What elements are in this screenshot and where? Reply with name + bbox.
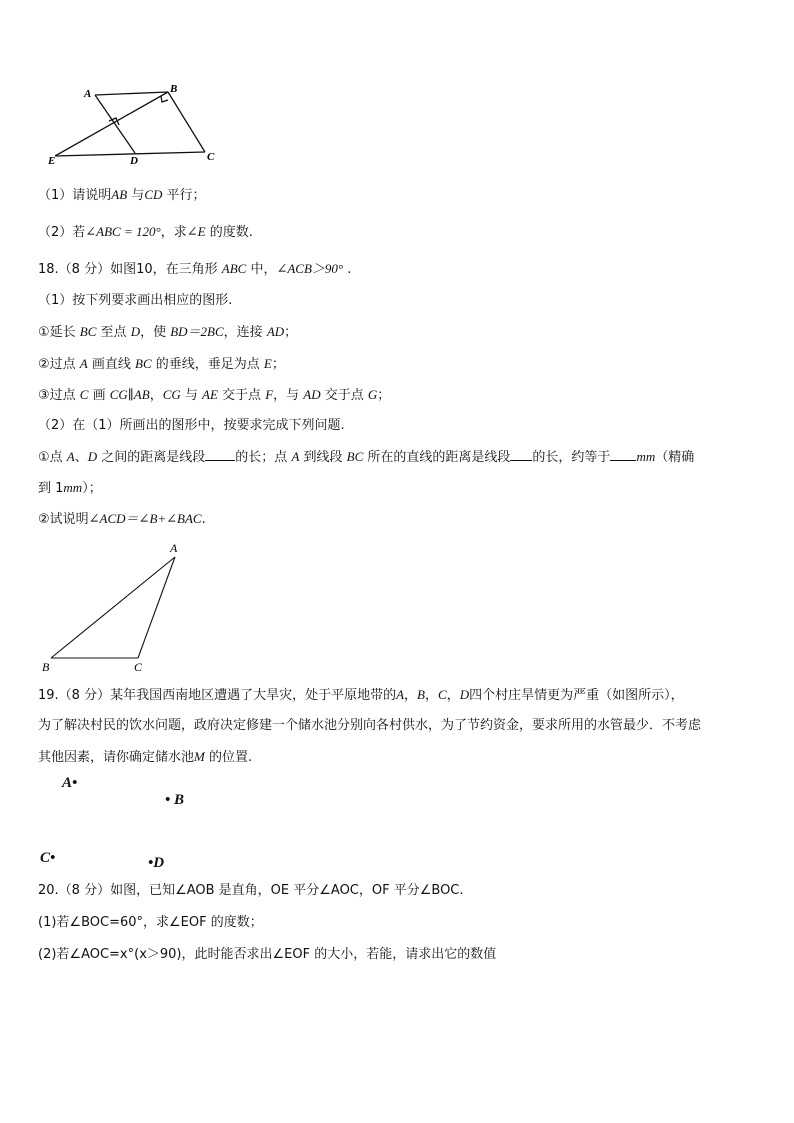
- q18-question1: ①点 A、D 之间的距离是线段 的长；点 A 到线段 BC 所在的直线的距离是线段 的长，约等于 mm（精确: [38, 449, 695, 465]
- q18-step1: ①延长 BC 至点 D，使 BD＝2BC，连接 AD；: [38, 324, 298, 340]
- label-a: A: [84, 88, 92, 100]
- q17-part2: （2）若∠ABC = 120°，求∠E 的度数.: [38, 224, 253, 240]
- point-dot: •: [165, 792, 171, 808]
- village-point-d: •D: [148, 855, 165, 871]
- figure-18-triangle: [36, 540, 196, 675]
- q19-line3: 其他因素，请你确定储水池M 的位置.: [38, 749, 253, 765]
- village-point-c: C•: [40, 850, 56, 866]
- q18-question2: ②试说明∠ACD＝∠B+∠BAC.: [38, 511, 206, 527]
- label-e: E: [48, 155, 56, 167]
- q20-part1: (1)若∠BOC=60°，求∠EOF 的度数；: [38, 915, 263, 930]
- answer-blank-3: [610, 460, 636, 461]
- point-dot: •: [148, 855, 154, 871]
- segment-ab: [95, 92, 168, 95]
- q18-part2-heading: （2）在（1）所画出的图形中，按要求完成下列问题.: [38, 418, 345, 433]
- q18-step2: ②过点 A 画直线 BC 的垂线，垂足为点 E；: [38, 356, 285, 372]
- village-point-a: A•: [62, 775, 78, 791]
- segment-ad: [95, 95, 135, 153]
- q17-part1: （1）请说明AB 与CD 平行；: [38, 187, 206, 203]
- q18-question1-cont: 到 1mm）；: [38, 480, 102, 496]
- q20-part2: (2)若∠AOC=x°(x＞90)，此时能否求出∠EOF 的大小，若能，请求出它的数值: [38, 947, 497, 962]
- label-b: B: [42, 660, 50, 674]
- answer-blank-2: [510, 460, 532, 461]
- label-b: B: [170, 83, 178, 95]
- segment-eb: [55, 92, 168, 156]
- figure-17-parallelogram: [40, 80, 230, 172]
- point-dot: •: [50, 850, 56, 866]
- village-point-b: • B: [165, 792, 185, 808]
- q20-title: 20.（8 分）如图，已知∠AOB 是直角，OE 平分∠AOC，OF 平分∠BOC.: [38, 883, 464, 898]
- label-d: D: [130, 155, 138, 167]
- segment-bc: [168, 92, 205, 152]
- answer-blank-1: [205, 460, 235, 461]
- label-a: A: [170, 541, 178, 555]
- point-dot: •: [72, 775, 78, 791]
- q18-step3: ③过点 C 画 CG∥AB，CG 与 AE 交于点 F，与 AD 交于点 G；: [38, 387, 391, 403]
- q18-title: 18.（8 分）如图10，在三角形 ABC 中，∠ACB＞90° .: [38, 261, 352, 277]
- q19-line1: 19.（8 分）某年我国西南地区遭遇了大旱灾，处于平原地带的A，B，C，D四个村庄旱情更为严重（如图所示），: [38, 687, 684, 703]
- label-c: C: [134, 660, 143, 674]
- right-angle-mark-2: [161, 96, 168, 102]
- q18-part1-heading: （1）按下列要求画出相应的图形.: [38, 293, 233, 308]
- label-c: C: [207, 151, 215, 163]
- q19-line2: 为了解决村民的饮水问题，政府决定修建一个储水池分别向各村供水，为了节约资金，要求所用的水管最少．不考虑: [38, 718, 702, 733]
